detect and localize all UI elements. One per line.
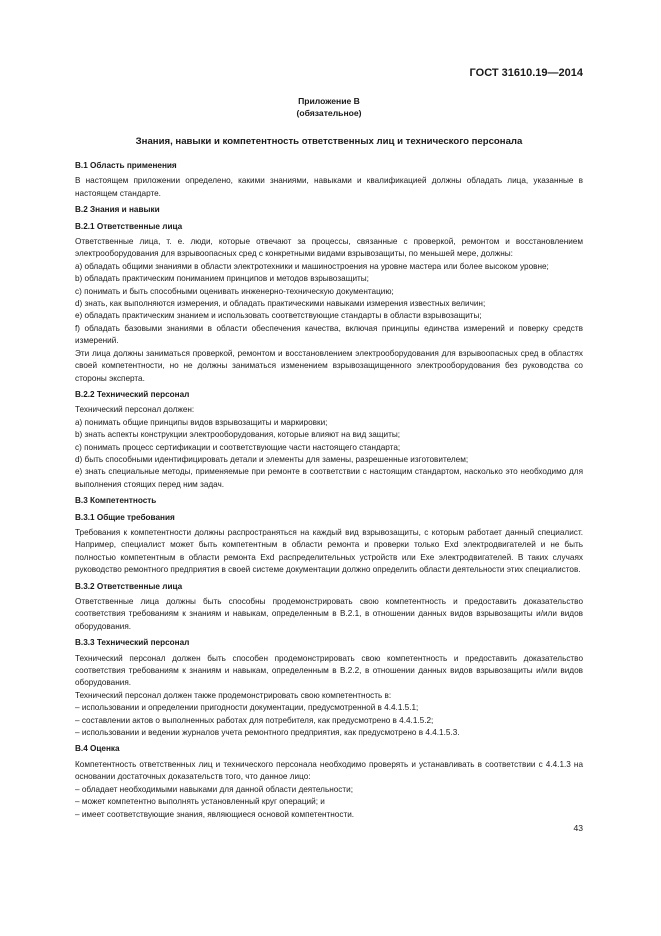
paragraph: Компетентность ответственных лиц и технического персонала необходимо проверять и устанавливать в соответствии с 4.4.1.3 на основании достаточных доказательств того, что данное лицо: xyxy=(75,759,583,782)
section-heading: В.4 Оценка xyxy=(75,744,120,754)
annex-status: (обязательное) xyxy=(296,108,362,118)
paragraph: d) быть способными идентифицировать детали и элементы для замены, разрешенные изготовителем; xyxy=(75,454,469,464)
paragraph: c) понимать и быть способными оценивать инженерно-техническую документацию; xyxy=(75,286,394,296)
paragraph: b) обладать практическим пониманием принципов и методов взрывозащиты; xyxy=(75,274,369,284)
paragraph: Технический персонал должен быть способен продемонстрировать свою компетентность и предоставить доказательство соответствия требованиям к знаниям и навыкам, определенным в В.2.2, в отношении данных видов взрывозащиты и/или видов оборудования. xyxy=(75,653,583,688)
paragraph: a) понимать общие принципы видов взрывозащиты и маркировки; xyxy=(75,417,328,427)
paragraph: e) обладать практическим знанием и использовать соответствующие стандарты в области взрывозащиты; xyxy=(75,311,482,321)
paragraph: Технический персонал должен: xyxy=(75,405,195,415)
section-heading: В.2 Знания и навыки xyxy=(75,205,160,215)
paragraph: Технический персонал должен также продемонстрировать свою компетентность в: xyxy=(75,690,392,700)
paragraph: d) знать, как выполняются измерения, и обладать практическими навыками измерения известных величин; xyxy=(75,299,486,309)
paragraph: а) обладать общими знаниями в области электротехники и машиностроения на уровне мастера или более высоком уровне; xyxy=(75,261,549,271)
paragraph: В настоящем приложении определено, какими знаниями, навыками и квалификацией должны обладать лица, указанные в настоящем стандарте. xyxy=(75,176,583,198)
section-heading: В.3.2 Ответственные лица xyxy=(75,581,183,591)
paragraph: e) знать специальные методы, применяемые при ремонте в соответствии с настоящим стандартом, насколько это необходимо для выполнения стоящих перед ним задач. xyxy=(75,467,583,489)
paragraph: Эти лица должны заниматься проверкой, ремонтом и восстановлением электрооборудования для взрывоопасных сред в областях своей компетентности, но не должны заниматься изменением взрывозащищенного электрооборудования без руководства со стороны эксперта. xyxy=(75,348,583,383)
paragraph: b) знать аспекты конструкции электрооборудования, которые влияют на вид защиты; xyxy=(75,430,401,440)
section-heading: В.3.1 Общие требования xyxy=(75,512,175,522)
section-heading: В.1 Область применения xyxy=(75,161,177,170)
page-number: 43 xyxy=(573,823,583,833)
standard-designation: ГОСТ 31610.19—2014 xyxy=(469,67,583,79)
annex-label: Приложение В xyxy=(298,96,360,106)
section-heading: В.2.1 Ответственные лица xyxy=(75,221,183,231)
section-heading: В.3 Компетентность xyxy=(75,496,157,506)
paragraph: – использовании и определении пригодности документации, предусмотренной в 4.4.1.5.1; xyxy=(75,703,419,713)
content xyxy=(75,160,583,821)
paragraph: Ответственные лица, т. е. люди, которые отвечают за процессы, связанные с проверкой, ремонтом и восстановлением электрооборудования для взрывоопасных сред с конкретными видами взрывозащиты, по меньшей мере, должны: xyxy=(75,237,583,259)
paragraph: Требования к компетентности должны распространяться на каждый вид взрывозащиты, с которым работает данный специалист. Например, специалист может быть компетентным в области ремонта и проверки только Exd электродвигателей и не быть полностью компетентным в области ремонта Exd распределительных устройств или Exe электродвигателей. В таких случаях руководство ремонтного предприятия в своей системе документации должно определить области деятельности этих специалистов. xyxy=(75,527,583,575)
paragraph: Ответственные лица должны быть способны продемонстрировать свою компетентность и предоставить доказательство соответствия требованиям к знаниям и навыкам, определенным в В.2.1, в отношении данных видов взрывозащиты и/или видов оборудования. xyxy=(75,597,583,631)
section-heading: В.2.2 Технический персонал xyxy=(75,389,190,399)
paragraph: – использовании и ведении журналов учета ремонтного предприятия, как предусмотрено в 4.4.1.5.3. xyxy=(75,728,460,738)
section-heading: В.3.3 Технический персонал xyxy=(75,638,190,648)
paragraph: f) обладать базовыми знаниями в области обеспечения качества, включая принципы единства измерений и поверку средств измерений. xyxy=(75,323,583,346)
paragraph: – имеет соответствующие знания, являющиеся основой компетентности. xyxy=(75,809,355,819)
paragraph: – составлении актов о выполненных работах для потребителя, как предусмотрено в 4.4.1.5.2; xyxy=(75,715,434,725)
annex-title: Знания, навыки и компетентность ответственных лиц и технического персонала xyxy=(135,136,523,147)
paragraph: – может компетентно выполнять установленный круг операций; и xyxy=(75,797,325,807)
paragraph: – обладает необходимыми навыками для данной области деятельности; xyxy=(75,784,353,794)
paragraph: c) понимать процесс сертификации и соответствующие части настоящего стандарта; xyxy=(75,442,401,452)
document-body xyxy=(75,95,583,821)
